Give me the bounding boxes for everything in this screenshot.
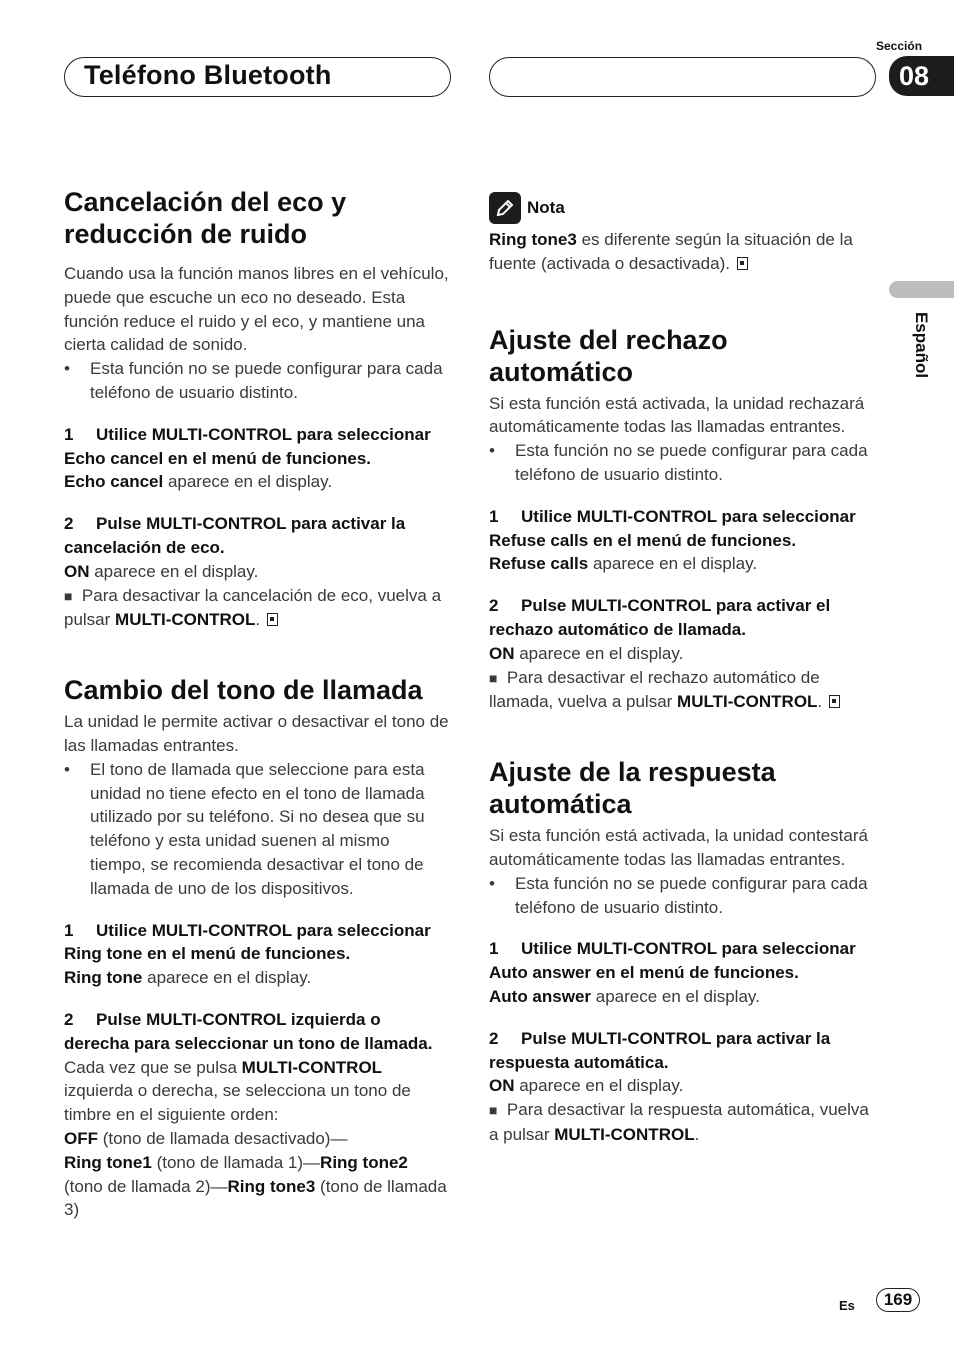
answer-step-2-result: ON aparece en el display. <box>489 1076 684 1096</box>
reject-bullet: • Esta función no se puede configurar para cada teléfono de usuario distinto. <box>489 441 868 484</box>
ringtone-step-1-result: Ring tone aparece en el display. <box>64 968 312 988</box>
ringtone-step-1: 1 Utilice MULTI-CONTROL para seleccionar Ring tone en el menú de funciones. <box>64 920 431 964</box>
note-header <box>489 192 874 224</box>
right-column <box>489 192 874 1147</box>
footer-language: Es <box>839 1298 855 1313</box>
language-side-tab <box>889 281 954 298</box>
reject-intro: Si esta función está activada, la unidad rechazará automáticamente todas las llamadas entrantes. <box>489 393 865 437</box>
echo-heading: Cancelación del eco y reducción de ruido <box>64 187 347 249</box>
end-mark-icon <box>737 257 748 270</box>
answer-step-1-result: Auto answer aparece en el display. <box>489 986 760 1006</box>
echo-step-2-result: ON aparece en el display. <box>64 561 259 581</box>
pencil-note-icon <box>489 192 521 224</box>
answer-intro: Si esta función está activada, la unidad contestará automáticamente todas las llamadas entrantes. <box>489 826 868 869</box>
echo-note: ■ Para desactivar la cancelación de eco, vuelva a pulsar MULTI-CONTROL. <box>64 585 442 630</box>
note-text: Ring tone3 es diferente según la situación de la fuente (activada o desactivada). <box>489 230 853 273</box>
reject-step-2-result: ON aparece en el display. <box>489 643 684 663</box>
header-blank-pill <box>489 57 876 97</box>
end-mark-icon <box>267 613 278 626</box>
reject-step-1: 1 Utilice MULTI-CONTROL para seleccionar Refuse calls en el menú de funciones. <box>489 506 856 550</box>
echo-intro: Cuando usa la función manos libres en el vehículo, puede que escuche un eco no deseado. Esta función reduce el ruido y el eco, y mantiene una cierta calidad de sonido. <box>64 264 449 355</box>
answer-heading: Ajuste de la respuesta automática <box>489 757 776 820</box>
ringtone-intro: La unidad le permite activar o desactivar el tono de las llamadas entrantes. <box>64 712 449 755</box>
reject-step-2: 2 Pulse MULTI-CONTROL para activar el rechazo automático de llamada. <box>489 596 831 639</box>
ringtone-step-2: 2 Pulse MULTI-CONTROL izquierda o derecha para seleccionar un tono de llamada. <box>64 1009 433 1053</box>
ringtone-order: OFF (tono de llamada desactivado)— Ring tone1 (tono de llamada 1)—Ring tone2 (tono de llamada 2)—Ring tone3 (tono de llamada 3) <box>64 1128 447 1220</box>
ringtone-step-2-desc: Cada vez que se pulsa MULTI-CONTROL izquierda o derecha, se selecciona un tono de timbre en el siguiente orden: <box>64 1057 411 1125</box>
echo-step-2: 2 Pulse MULTI-CONTROL para activar la cancelación de eco. <box>64 514 406 557</box>
echo-bullet: • Esta función no se puede configurar para cada teléfono de usuario distinto. <box>64 359 443 402</box>
section-title: Teléfono Bluetooth <box>84 60 332 90</box>
answer-step-2: 2 Pulse MULTI-CONTROL para activar la respuesta automática. <box>489 1028 831 1072</box>
page-number: 169 <box>876 1288 920 1312</box>
answer-step-1: 1 Utilice MULTI-CONTROL para seleccionar Auto answer en el menú de funciones. <box>489 939 856 983</box>
reject-note: ■ Para desactivar el rechazo automático de llamada, vuelva a pulsar MULTI-CONTROL. <box>489 666 874 715</box>
left-column <box>64 186 449 1222</box>
language-side-label: Español <box>912 311 931 379</box>
section-label: Sección <box>876 39 923 53</box>
echo-step-1-result: Echo cancel aparece en el display. <box>64 472 333 492</box>
reject-heading: Ajuste del rechazo automático <box>489 324 728 387</box>
note-title: Nota <box>527 198 565 218</box>
ringtone-heading: Cambio del tono de llamada <box>64 675 423 706</box>
answer-bullet: • Esta función no se puede configurar para cada teléfono de usuario distinto. <box>489 873 868 917</box>
echo-step-1: 1 Utilice MULTI-CONTROL para seleccionar Echo cancel en el menú de funciones. <box>64 424 431 468</box>
end-mark-icon <box>829 695 840 708</box>
ringtone-bullet: • El tono de llamada que seleccione para esta unidad no tiene efecto en el tono de llamada utilizado por su teléfono. Si no desea que su teléfono y esta unidad suenen al mismo tiempo, se recomienda desactivar el tono de llamada de uno de los dispositivos. <box>64 759 425 898</box>
section-number-badge: 08 <box>889 56 954 96</box>
answer-note: ■ Para desactivar la respuesta automática, vuelva a pulsar MULTI-CONTROL. <box>489 1100 869 1144</box>
reject-step-1-result: Refuse calls aparece en el display. <box>489 554 758 574</box>
